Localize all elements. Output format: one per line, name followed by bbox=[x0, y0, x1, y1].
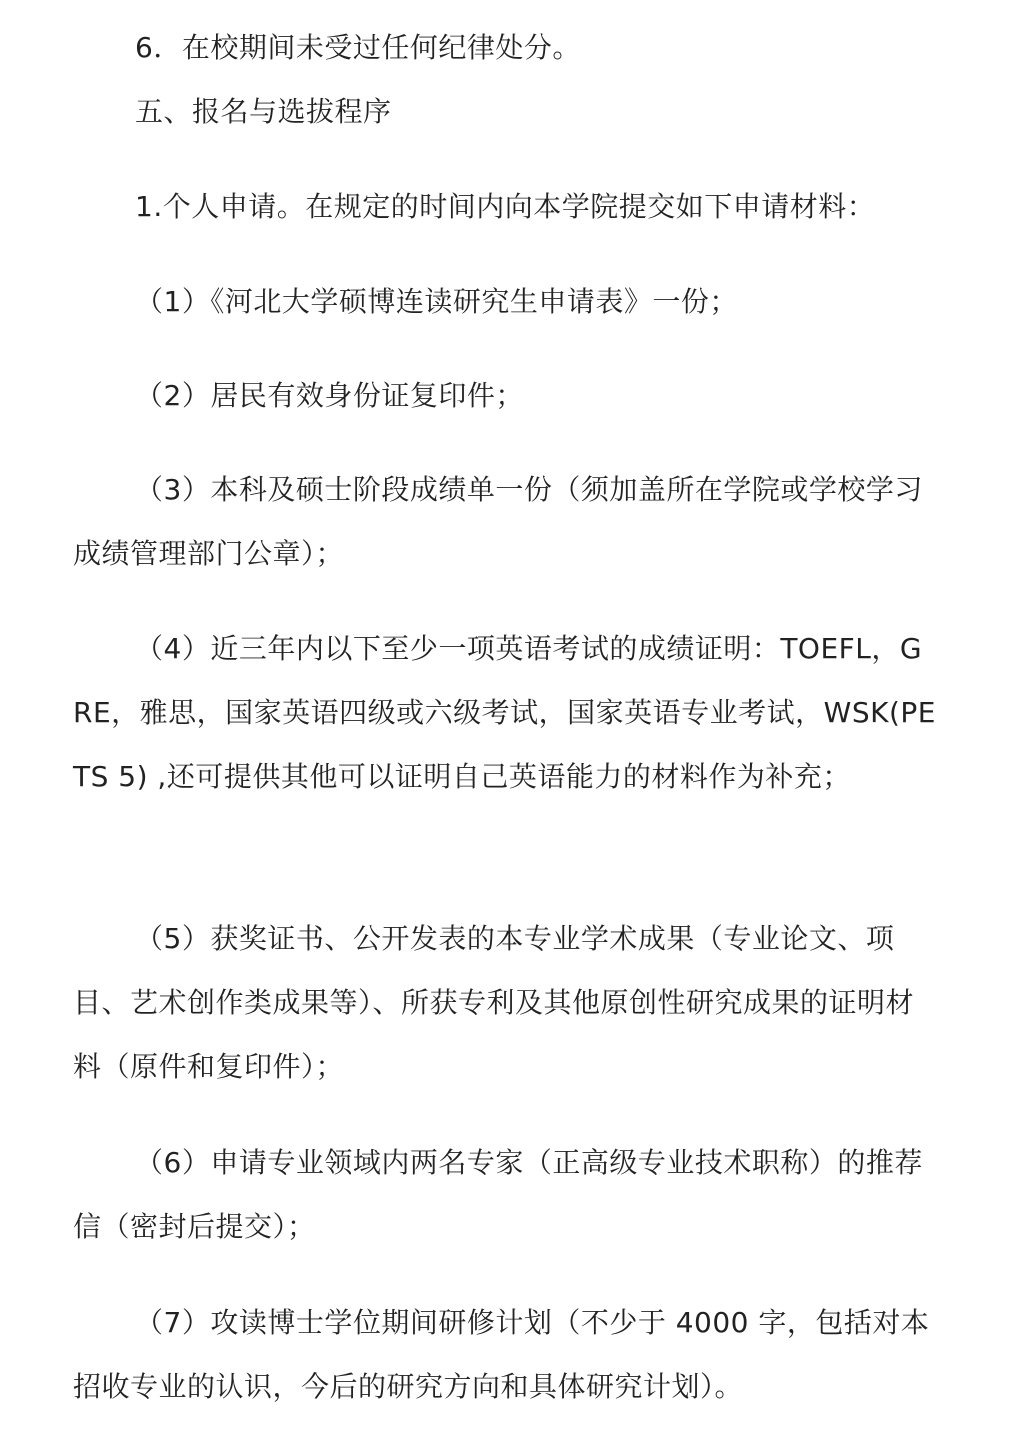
material-3-paragraph: （3）本科及硕士阶段成绩单一份（须加盖所在学院或学校学习成绩管理部门公章）； bbox=[73, 473, 923, 570]
section-5-heading: 五、报名与选拔程序 bbox=[135, 95, 392, 128]
material-6-paragraph: （6）申请专业领域内两名专家（正高级专业技术职称）的推荐信（密封后提交）； bbox=[73, 1146, 923, 1243]
material-1-paragraph: （1）《河北大学硕博连读研究生申请表》一份； bbox=[135, 285, 738, 318]
step-1-paragraph: 1.个人申请。在规定的时间内向本学院提交如下申请材料： bbox=[135, 190, 876, 223]
criteria-6-paragraph: 6．在校期间未受过任何纪律处分。 bbox=[135, 31, 581, 64]
material-5-paragraph: （5）获奖证书、公开发表的本专业学术成果（专业论文、项目、艺术创作类成果等）、所获专利及其他原创性研究成果的证明材料（原件和复印件）； bbox=[73, 922, 915, 1083]
material-4-paragraph: （4）近三年内以下至少一项英语考试的成绩证明：TOEFL，GRE，雅思，国家英语四级或六级考试，国家英语专业考试，WSK(PETS 5) ,还可提供其他可以证明自己英语能力的材料作为补充； bbox=[73, 632, 936, 793]
material-2-paragraph: （2）居民有效身份证复印件； bbox=[135, 379, 524, 412]
material-7-paragraph: （7）攻读博士学位期间研修计划（不少于 4000 字，包括对本招收专业的认识，今后的研究方向和具体研究计划）。 bbox=[73, 1306, 930, 1403]
